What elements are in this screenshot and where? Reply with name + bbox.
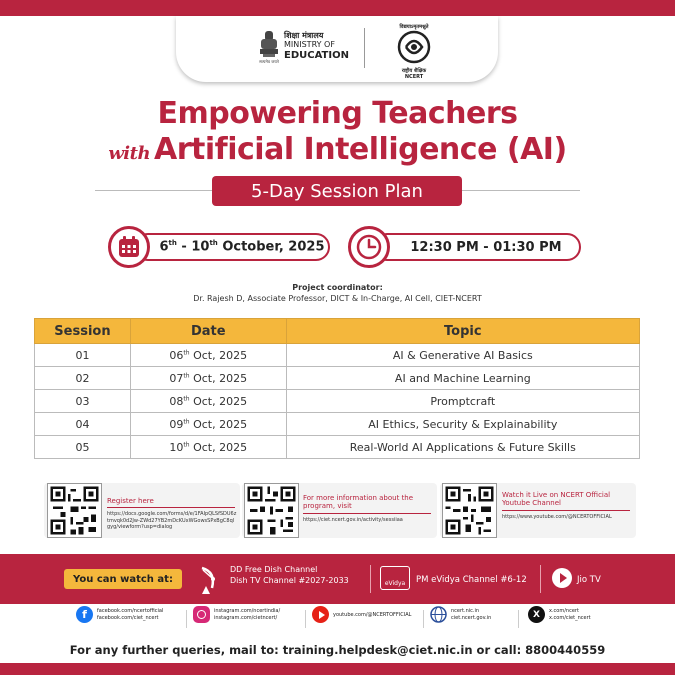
session-cell: 05 (35, 436, 131, 459)
watch-divider-2 (540, 565, 541, 593)
jio-tv-label: Jio TV (577, 575, 601, 585)
qr-register-title: Register here (107, 497, 154, 505)
social-divider-1 (186, 610, 187, 628)
calendar-icon (117, 235, 141, 259)
date-cell: 09th Oct, 2025 (130, 413, 286, 436)
logo-header (176, 16, 498, 82)
ncert-caption-2: NCERT (404, 74, 424, 80)
instagram-icon[interactable] (193, 606, 210, 623)
session-cell: 02 (35, 367, 131, 390)
session-table (34, 318, 640, 459)
session-plan-banner: 5-Day Session Plan (212, 176, 462, 206)
topic-cell: Real-World AI Applications & Future Skills (286, 436, 639, 459)
coordinator-name: Dr. Rajesh D, Associate Professor, DICT & In-Charge, AI Cell, CIET-NCERT (193, 294, 482, 303)
table-row (35, 344, 640, 367)
title-with: with (108, 143, 151, 164)
evidya-logo: eVidya (380, 566, 410, 590)
national-emblem-icon (258, 29, 280, 65)
contact-footer: For any further queries, mail to: training.helpdesk@ciet.nic.in or call: 8800440559 (69, 643, 606, 657)
date-cell: 10th Oct, 2025 (130, 436, 286, 459)
qr-register-rule (107, 507, 235, 508)
ministry-line2: EDUCATION (284, 49, 349, 61)
youtube-link[interactable]: youtube.com/@NCERTOFFICIAL (333, 612, 412, 618)
topic-cell: Promptcraft (286, 390, 639, 413)
clock-icon (356, 234, 382, 260)
title-line1: Empowering Teachers (157, 96, 518, 131)
dth-channel-2: Dish TV Channel #2027-2033 (230, 576, 349, 585)
table-row (35, 367, 640, 390)
header-session: Session (35, 319, 131, 344)
play-icon (560, 573, 567, 583)
social-divider-2 (305, 610, 306, 628)
session-cell: 03 (35, 390, 131, 413)
qr-youtube-title: Watch it Live on NCERT Official Youtube Channel (502, 491, 611, 508)
ncert-caption-1: राष्ट्रीय शैक्षिक (401, 68, 427, 74)
date-cell: 06th Oct, 2025 (130, 344, 286, 367)
date-cell: 07th Oct, 2025 (130, 367, 286, 390)
ncert-swirl-icon (397, 30, 431, 64)
youtube-icon[interactable] (312, 606, 329, 623)
watch-divider-1 (370, 565, 371, 593)
social-divider-4 (518, 610, 519, 628)
topic-cell: AI and Machine Learning (286, 367, 639, 390)
ncert-logo (386, 24, 442, 80)
table-row (35, 390, 640, 413)
qr-youtube-url[interactable]: https://www.youtube.com/@NCERTOFFICIAL (502, 514, 612, 520)
info-qr-code-icon[interactable] (244, 483, 299, 538)
globe-icon[interactable] (430, 606, 447, 623)
title-line2 (0, 132, 675, 167)
bottom-band (0, 663, 675, 675)
youtube-qr-code-icon[interactable] (442, 483, 497, 538)
ministry-hindi: शिक्षा मंत्रालय (284, 31, 324, 40)
date-pill (134, 233, 330, 261)
topic-cell: AI Ethics, Security & Explainability (286, 413, 639, 436)
table-header-row (35, 319, 640, 344)
qr-info-rule (303, 513, 431, 514)
x-links[interactable]: x.com/ncert x.com/ciet_ncert (549, 608, 591, 621)
facebook-links[interactable]: facebook.com/ncertofficial facebook.com/ciet_ncert (97, 608, 164, 621)
session-cell: 01 (35, 344, 131, 367)
time-pill: 12:30 PM - 01:30 PM (373, 233, 581, 261)
table-row (35, 413, 640, 436)
website-links[interactable]: ncert.nic.in ciet.ncert.gov.in (451, 608, 492, 621)
satellite-dish-icon (198, 562, 224, 596)
register-qr-code-icon[interactable] (47, 483, 102, 538)
calendar-icon-circle (108, 226, 150, 268)
header-date: Date (130, 319, 286, 344)
logo-divider (364, 28, 365, 68)
pm-evidya-channel: PM eVidya Channel #6-12 (416, 575, 527, 585)
facebook-icon[interactable]: f (76, 606, 93, 623)
social-divider-3 (423, 610, 424, 628)
coordinator-label: Project coordinator: (292, 283, 383, 292)
dth-channel-1: DD Free Dish Channel (230, 565, 318, 574)
ministry-line1: MINISTRY OF (284, 39, 335, 49)
instagram-links[interactable]: instagram.com/ncertindia/ instagram.com/cietncert/ (214, 608, 281, 621)
jio-tv-icon (552, 568, 572, 588)
clock-icon-circle (348, 226, 390, 268)
topic-cell: AI & Generative AI Basics (286, 344, 639, 367)
date-cell: 08th Oct, 2025 (130, 390, 286, 413)
watch-label: You can watch at: (64, 569, 182, 589)
qr-youtube-rule (502, 510, 630, 511)
qr-info-title: For more information about the program, visit (303, 494, 414, 511)
session-cell: 04 (35, 413, 131, 436)
title-line2-text: Artificial Intelligence (AI) (154, 132, 567, 167)
date-range: 6th - 10th October, 2025 (159, 239, 325, 255)
qr-info-url[interactable]: https://ciet.ncert.gov.in/activity/sessiiaa (303, 517, 403, 523)
ministry-text (284, 32, 349, 61)
emblem-motto: सत्यमेव जयते (259, 59, 279, 64)
top-band (0, 0, 675, 16)
ncert-motto: विद्ययाऽमृतमश्नुते (399, 24, 429, 30)
qr-register-url[interactable]: https://docs.google.com/forms/d/e/1FAIpQLSfSDU6ztmvqk0d2Jw-ZWd27YB2mDcKUxWGowsSPxBgC8qlgyg/viewform?usp=dialog (107, 511, 237, 530)
table-row (35, 436, 640, 459)
x-twitter-icon[interactable]: X (528, 606, 545, 623)
header-topic: Topic (286, 319, 639, 344)
